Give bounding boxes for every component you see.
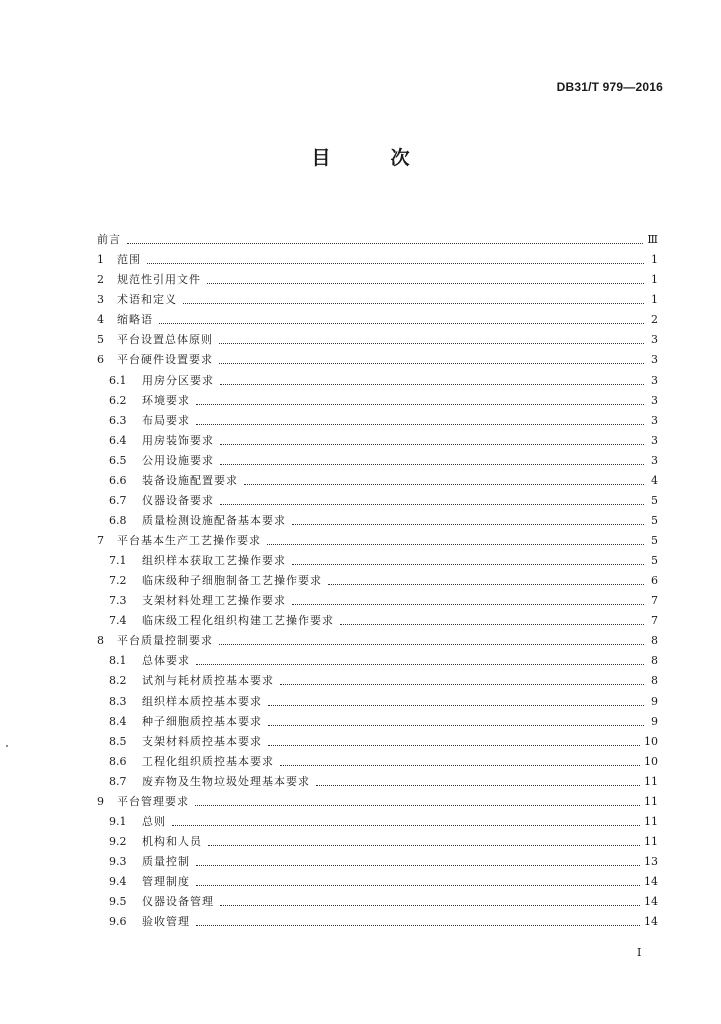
toc-entry-number: 6.5 bbox=[109, 453, 127, 467]
toc-entry-number: 1 bbox=[97, 253, 104, 267]
toc-entry-label: 试剂与耗材质控基本要求 bbox=[142, 674, 274, 688]
toc-entry-label: 临床级种子细胞制备工艺操作要求 bbox=[142, 574, 322, 588]
toc-entry-label: 范围 bbox=[117, 253, 141, 267]
document-code: DB31/T 979—2016 bbox=[556, 80, 663, 94]
toc-entry-label: 环境要求 bbox=[142, 393, 190, 407]
toc-entry-page: 3 bbox=[651, 453, 658, 467]
toc-entry-label: 仪器设备管理 bbox=[142, 895, 214, 909]
toc-entry[interactable] bbox=[97, 448, 658, 468]
toc-leader-dots bbox=[220, 463, 644, 465]
toc-entry-label: 平台管理要求 bbox=[117, 794, 189, 808]
toc-leader-dots bbox=[196, 423, 644, 425]
toc-entry[interactable] bbox=[97, 327, 658, 347]
toc-leader-dots bbox=[220, 383, 644, 385]
toc-leader-dots bbox=[316, 784, 640, 786]
toc-leader-dots bbox=[195, 804, 640, 806]
toc-entry-number: 2 bbox=[97, 273, 104, 287]
title-char-1: 目 bbox=[311, 147, 361, 169]
toc-entry-number: 7.3 bbox=[109, 594, 127, 608]
toc-leader-dots bbox=[244, 483, 644, 485]
toc-entry-number: 9.6 bbox=[109, 915, 127, 929]
toc-entry[interactable] bbox=[97, 729, 658, 749]
page-number: I bbox=[637, 946, 642, 959]
toc-entry-label: 平台基本生产工艺操作要求 bbox=[117, 534, 261, 547]
toc-leader-dots bbox=[292, 563, 644, 565]
toc-entry-label: 布局要求 bbox=[142, 413, 190, 427]
toc-leader-dots bbox=[268, 744, 640, 746]
toc-entry[interactable] bbox=[97, 688, 658, 708]
toc-entry-number: 8.3 bbox=[109, 694, 127, 708]
toc-entry-number: 8.2 bbox=[109, 674, 127, 688]
toc-entry-label: 组织样本获取工艺操作要求 bbox=[142, 554, 286, 568]
toc-entry-number: 9.2 bbox=[109, 834, 127, 848]
toc-entry-page: 4 bbox=[651, 473, 658, 487]
toc-leader-dots bbox=[220, 443, 644, 445]
toc-entry-page: 3 bbox=[651, 433, 658, 447]
toc-entry-page: 3 bbox=[651, 413, 658, 427]
toc-entry-page: 6 bbox=[651, 574, 658, 588]
toc-entry-page: 3 bbox=[651, 373, 658, 387]
toc-entry-label: 种子细胞质控基本要求 bbox=[142, 714, 262, 728]
toc-leader-dots bbox=[196, 663, 644, 665]
toc-entry-page: 10 bbox=[644, 734, 658, 748]
toc-entry[interactable] bbox=[97, 709, 658, 729]
toc-entry-label: 临床级工程化组织构建工艺操作要求 bbox=[142, 614, 334, 628]
toc-entry-number: 7.2 bbox=[109, 574, 127, 588]
toc-entry-page: 14 bbox=[644, 915, 658, 929]
toc-leader-dots bbox=[220, 503, 644, 505]
toc-entry-page: 3 bbox=[651, 353, 658, 367]
toc-entry[interactable] bbox=[97, 508, 658, 528]
toc-entry[interactable] bbox=[97, 608, 658, 628]
toc-entry-label: 装备设施配置要求 bbox=[142, 473, 238, 487]
toc-entry-label: 质量控制 bbox=[142, 855, 190, 868]
toc-entry-number: 9.1 bbox=[109, 814, 127, 828]
toc-leader-dots bbox=[268, 704, 644, 706]
toc-entry-page: 1 bbox=[651, 273, 658, 287]
toc-entry[interactable] bbox=[97, 648, 658, 668]
toc-entry-page: 5 bbox=[651, 554, 658, 568]
toc-leader-dots bbox=[292, 603, 644, 605]
toc-entry-page: 5 bbox=[651, 513, 658, 527]
toc-entry[interactable] bbox=[97, 588, 658, 608]
toc-entry-label: 平台硬件设置要求 bbox=[117, 353, 213, 367]
toc-entry-page: 14 bbox=[644, 895, 658, 909]
toc-leader-dots bbox=[220, 904, 640, 906]
scan-speck bbox=[6, 745, 8, 747]
toc-entry-number: 9.3 bbox=[109, 855, 127, 868]
toc-entry-label: 验收管理 bbox=[142, 915, 190, 929]
toc-entry-page: 3 bbox=[651, 393, 658, 407]
toc-leader-dots bbox=[207, 282, 644, 284]
toc-entry-number: 6.4 bbox=[109, 433, 127, 447]
toc-entry-label: 规范性引用文件 bbox=[117, 273, 201, 287]
toc-leader-dots bbox=[340, 623, 644, 625]
toc-entry-number: 9.5 bbox=[109, 895, 127, 909]
toc-leader-dots bbox=[280, 683, 644, 685]
toc-leader-dots bbox=[127, 242, 643, 244]
toc-entry[interactable] bbox=[97, 367, 658, 387]
toc-entry-number: 6.1 bbox=[109, 373, 127, 387]
toc-entry[interactable] bbox=[97, 428, 658, 448]
toc-entry[interactable] bbox=[97, 909, 658, 929]
toc-entry-label: 平台质量控制要求 bbox=[117, 634, 213, 648]
toc-leader-dots bbox=[208, 844, 640, 846]
toc-entry-page: 7 bbox=[651, 594, 658, 608]
toc-entry-label: 支架材料质控基本要求 bbox=[142, 734, 262, 748]
toc-entry-label: 工程化组织质控基本要求 bbox=[142, 754, 274, 768]
toc-entry-page: 9 bbox=[651, 694, 658, 708]
toc-entry-page: 14 bbox=[644, 875, 658, 889]
toc-entry-label: 仪器设备要求 bbox=[142, 493, 214, 507]
toc-leader-dots bbox=[196, 924, 640, 926]
toc-entry[interactable] bbox=[97, 287, 658, 307]
toc-entry[interactable] bbox=[97, 869, 658, 889]
toc-entry-label: 前言 bbox=[97, 233, 121, 247]
toc-entry-number: 4 bbox=[97, 313, 104, 327]
toc-entry-label: 缩略语 bbox=[117, 313, 153, 327]
toc-entry[interactable] bbox=[97, 668, 658, 688]
toc-entry-number: 5 bbox=[97, 333, 104, 347]
toc-entry-number: 3 bbox=[97, 293, 104, 307]
toc-entry[interactable] bbox=[97, 628, 658, 648]
toc-entry-label: 质量检测设施配备基本要求 bbox=[142, 513, 286, 527]
toc-leader-dots bbox=[172, 824, 640, 826]
toc-entry-number: 8.6 bbox=[109, 754, 127, 768]
toc-entry-label: 组织样本质控基本要求 bbox=[142, 694, 262, 708]
toc-entry-number: 8.5 bbox=[109, 734, 127, 748]
toc-entry-number: 8.7 bbox=[109, 774, 127, 788]
toc-entry[interactable] bbox=[97, 408, 658, 428]
toc-entry[interactable] bbox=[97, 267, 658, 287]
toc-entry-page: 11 bbox=[644, 794, 658, 808]
title-char-2: 次 bbox=[390, 147, 440, 169]
toc-entry-number: 6 bbox=[97, 353, 104, 367]
toc-entry-page: 11 bbox=[644, 774, 658, 788]
toc-leader-dots bbox=[280, 764, 640, 766]
toc-entry-label: 平台设置总体原则 bbox=[117, 333, 213, 347]
toc-entry-label: 废弃物及生物垃圾处理基本要求 bbox=[142, 774, 310, 788]
toc-entry[interactable] bbox=[97, 849, 658, 869]
toc-entry-label: 用房装饰要求 bbox=[142, 433, 214, 447]
toc-entry-label: 公用设施要求 bbox=[142, 453, 214, 467]
toc-entry-number: 9.4 bbox=[109, 875, 127, 889]
toc-entry-number: 8 bbox=[97, 634, 104, 648]
toc-leader-dots bbox=[219, 362, 644, 364]
toc-entry[interactable] bbox=[97, 347, 658, 367]
toc-entry-label: 术语和定义 bbox=[117, 293, 177, 307]
page-title bbox=[0, 143, 721, 170]
toc-entry-page: 11 bbox=[644, 814, 658, 828]
toc-leader-dots bbox=[292, 523, 644, 525]
toc-entry-label: 用房分区要求 bbox=[142, 373, 214, 387]
toc-entry-label: 管理制度 bbox=[142, 875, 190, 889]
toc-entry-page: 8 bbox=[651, 634, 658, 648]
toc-entry[interactable] bbox=[97, 247, 658, 267]
toc-entry-number: 8.1 bbox=[109, 654, 127, 668]
toc-leader-dots bbox=[196, 864, 640, 866]
toc-entry-number: 6.2 bbox=[109, 393, 127, 407]
toc-entry-page: 3 bbox=[651, 333, 658, 347]
toc-entry[interactable] bbox=[97, 789, 658, 809]
toc-leader-dots bbox=[219, 643, 644, 645]
toc-entry[interactable] bbox=[97, 528, 658, 548]
toc-leader-dots bbox=[159, 322, 644, 324]
toc-leader-dots bbox=[183, 302, 644, 304]
toc-entry-page: 9 bbox=[651, 714, 658, 728]
toc-entry-page: 13 bbox=[644, 855, 658, 868]
toc-entry[interactable] bbox=[97, 769, 658, 789]
toc-entry[interactable] bbox=[97, 568, 658, 588]
toc-entry-label: 总则 bbox=[142, 814, 166, 828]
toc-entry[interactable] bbox=[97, 829, 658, 849]
toc-entry-page: 8 bbox=[651, 674, 658, 688]
toc-leader-dots bbox=[268, 724, 644, 726]
toc-entry[interactable] bbox=[97, 548, 658, 568]
toc-entry-number: 7 bbox=[97, 534, 104, 547]
toc-entry-page: 1 bbox=[651, 293, 658, 307]
toc-entry-page: 1 bbox=[651, 253, 658, 267]
toc-entry-number: 6.6 bbox=[109, 473, 127, 487]
toc-entry-page: Ⅲ bbox=[647, 233, 658, 247]
toc-entry-page: 2 bbox=[651, 313, 658, 327]
toc-entry[interactable] bbox=[97, 749, 658, 769]
toc-leader-dots bbox=[219, 342, 644, 344]
toc-leader-dots bbox=[267, 543, 644, 545]
toc-entry-number: 7.4 bbox=[109, 614, 127, 628]
toc-leader-dots bbox=[328, 583, 644, 585]
table-of-contents bbox=[97, 227, 658, 929]
toc-entry[interactable] bbox=[97, 307, 658, 327]
toc-leader-dots bbox=[196, 884, 640, 886]
toc-entry[interactable] bbox=[97, 227, 658, 247]
toc-entry-page: 10 bbox=[644, 754, 658, 768]
toc-entry-page: 8 bbox=[651, 654, 658, 668]
toc-entry[interactable] bbox=[97, 488, 658, 508]
toc-entry-number: 9 bbox=[97, 794, 104, 808]
toc-entry-number: 7.1 bbox=[109, 554, 127, 568]
toc-entry-page: 11 bbox=[644, 834, 658, 848]
toc-leader-dots bbox=[147, 262, 644, 264]
toc-entry-label: 支架材料处理工艺操作要求 bbox=[142, 594, 286, 608]
toc-entry[interactable] bbox=[97, 468, 658, 488]
toc-entry[interactable] bbox=[97, 889, 658, 909]
toc-entry[interactable] bbox=[97, 388, 658, 408]
toc-entry-number: 6.3 bbox=[109, 413, 127, 427]
toc-entry-number: 6.7 bbox=[109, 493, 127, 507]
toc-entry-label: 总体要求 bbox=[142, 654, 190, 668]
toc-leader-dots bbox=[196, 403, 644, 405]
toc-entry-label: 机构和人员 bbox=[142, 834, 202, 848]
toc-entry-number: 8.4 bbox=[109, 714, 127, 728]
toc-entry-number: 6.8 bbox=[109, 513, 127, 527]
toc-entry-page: 5 bbox=[651, 493, 658, 507]
toc-entry-page: 7 bbox=[651, 614, 658, 628]
toc-entry[interactable] bbox=[97, 809, 658, 829]
toc-entry-page: 5 bbox=[651, 534, 658, 547]
